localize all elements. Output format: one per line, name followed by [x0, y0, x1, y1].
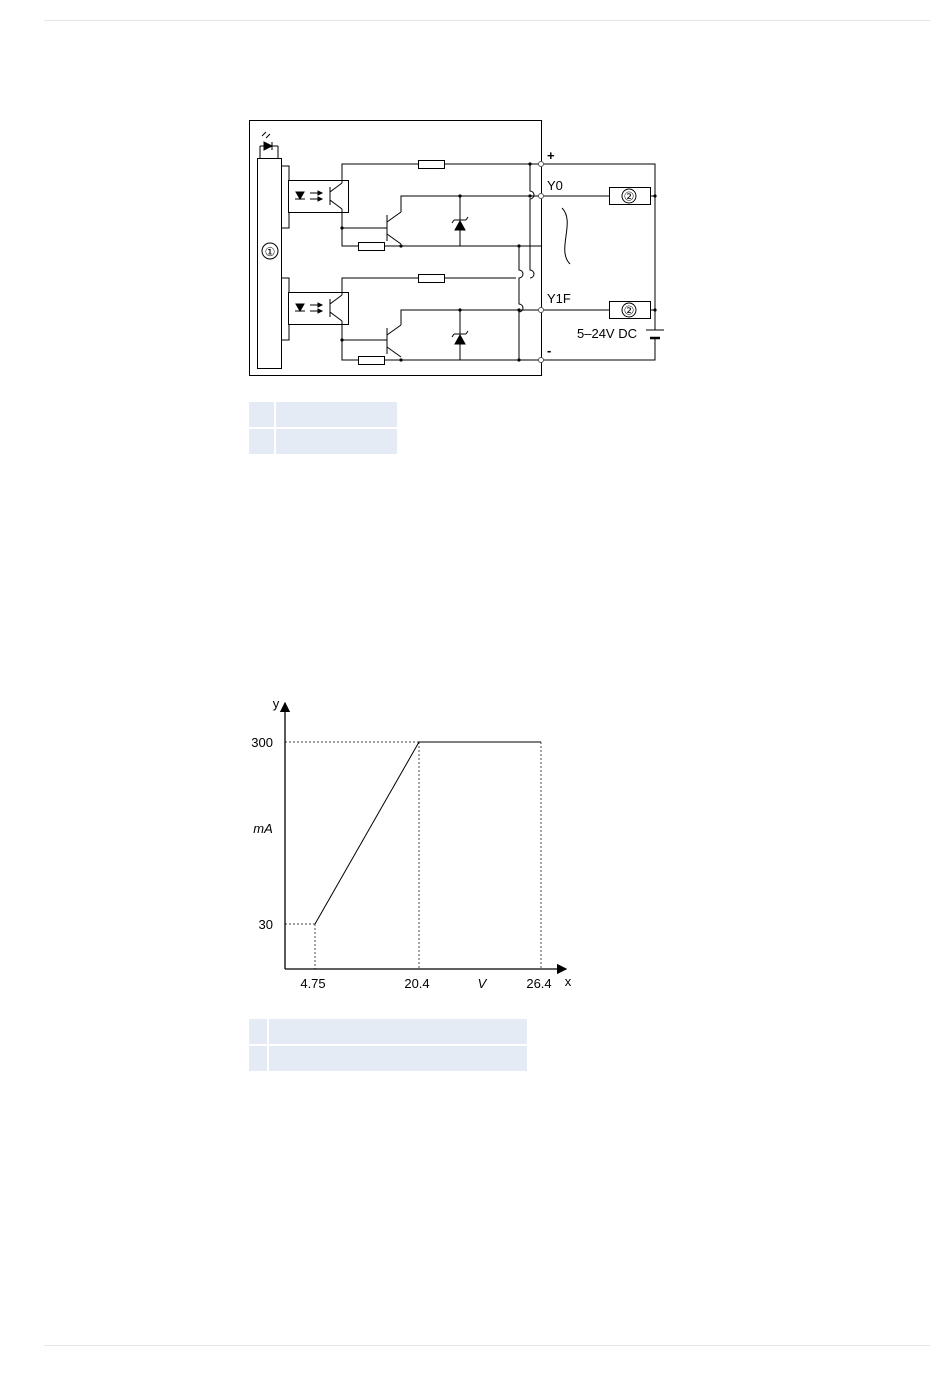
x-axis-unit: V — [477, 976, 487, 991]
legend-row — [249, 429, 397, 456]
output-circuit-diagram — [0, 0, 950, 470]
chart-legend-table — [249, 1019, 527, 1073]
marker-1: ① — [264, 245, 276, 259]
logic-block — [258, 159, 282, 369]
optocoupler-2 — [289, 293, 349, 325]
legend-number — [249, 1019, 269, 1046]
zener-diode-2 — [452, 310, 468, 360]
resistor-2a — [419, 275, 445, 283]
resistor-1b — [359, 243, 385, 251]
current-limit-line — [315, 742, 541, 924]
derating-chart — [0, 680, 950, 1010]
output-transistor-1 — [387, 212, 401, 244]
legend-text — [276, 429, 397, 456]
plus-terminal-label: + — [547, 148, 555, 163]
resistor-2b — [359, 357, 385, 365]
legend-row — [249, 1019, 527, 1046]
legend-text — [276, 402, 397, 429]
minus-terminal-label: - — [547, 343, 552, 358]
legend-number — [249, 402, 276, 429]
status-led-icon — [260, 132, 278, 158]
output-transistor-2 — [387, 325, 401, 357]
x-tick-label: 20.4 — [404, 976, 430, 991]
x-axis-letter: x — [564, 974, 572, 989]
output-last-label: Y1F — [547, 291, 571, 306]
legend-row — [249, 1046, 527, 1073]
output-first-label: Y0 — [547, 178, 563, 193]
omitted-channels-wave — [562, 208, 570, 264]
y-axis-unit: mA — [253, 821, 273, 836]
optocoupler-1 — [289, 181, 349, 213]
legend-number — [249, 1046, 269, 1073]
y-tick-label: 300 — [251, 735, 273, 750]
legend-number — [249, 429, 276, 456]
dc-supply-icon — [646, 330, 664, 338]
x-tick-label: 26.4 — [526, 976, 552, 991]
resistor-1a — [419, 161, 445, 169]
module-enclosure — [250, 121, 542, 376]
x-tick-label: 4.75 — [300, 976, 326, 991]
marker-2-first: ② — [623, 189, 635, 204]
legend-text — [269, 1019, 527, 1046]
marker-2-last: ② — [623, 303, 635, 318]
legend-row — [249, 402, 397, 429]
legend-text — [269, 1046, 527, 1073]
y-tick-label: 30 — [258, 917, 273, 932]
y-axis-letter: y — [272, 696, 280, 711]
zener-diode-1 — [452, 196, 468, 246]
footer-rule — [44, 1345, 930, 1346]
supply-voltage-label: 5–24V DC — [577, 326, 637, 341]
circuit-legend-table — [249, 402, 397, 456]
